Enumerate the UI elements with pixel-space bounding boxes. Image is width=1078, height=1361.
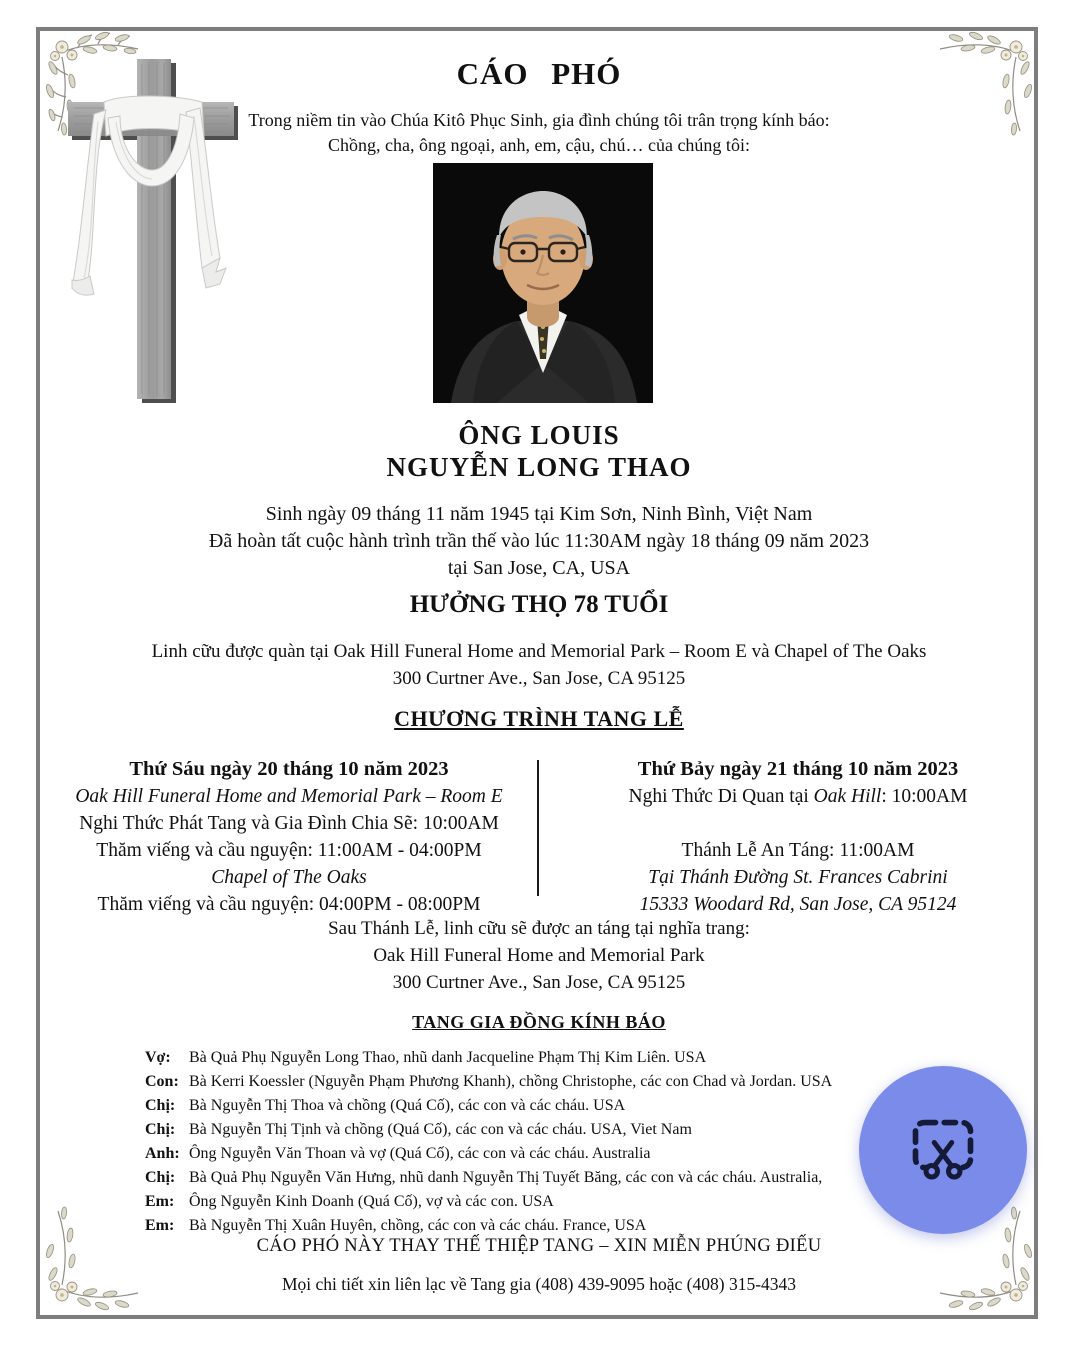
relation-label: Anh: bbox=[145, 1145, 180, 1162]
snip-button[interactable] bbox=[859, 1066, 1027, 1234]
member-text: Bà Quả Phụ Nguyễn Long Thao, nhũ danh Jacqueline Phạm Thị Kim Liên. USA bbox=[189, 1049, 707, 1066]
schedule-saturday-line1: Nghi Thức Di Quan tại Oak Hill: 10:00AM bbox=[628, 786, 968, 807]
burial-line-1: Sau Thánh Lễ, linh cữu sẽ được an táng tại nghĩa trang: bbox=[328, 918, 750, 939]
schedule-saturday-date: Thứ Bảy ngày 21 tháng 10 năm 2023 bbox=[637, 758, 959, 780]
repose-line-1: Linh cữu được quàn tại Oak Hill Funeral Home and Memorial Park – Room E và Chapel of The Oaks bbox=[151, 641, 927, 662]
schedule-friday-line3: Thăm viếng và cầu nguyện: 04:00PM - 08:00PM bbox=[97, 894, 481, 915]
snip-scissors-icon bbox=[903, 1110, 983, 1190]
family-member-row bbox=[145, 1046, 1005, 1070]
relation-label: Em: bbox=[145, 1217, 175, 1234]
burial-line-2: Oak Hill Funeral Home and Memorial Park bbox=[373, 945, 705, 966]
schedule-saturday-line2: Thánh Lễ An Táng: 11:00AM bbox=[681, 840, 915, 861]
schedule-saturday-column bbox=[572, 756, 1024, 918]
burial-line-3: 300 Curtner Ave., San Jose, CA 95125 bbox=[392, 972, 686, 993]
schedule-friday-column bbox=[58, 756, 520, 918]
doc-title: CÁO PHÓ bbox=[456, 56, 622, 91]
death-line: Đã hoàn tất cuộc hành trình trần thế vào lúc 11:30AM ngày 18 tháng 09 năm 2023 bbox=[208, 530, 870, 552]
family-heading: TANG GIA ĐỒNG KÍNH BÁO bbox=[412, 1012, 666, 1032]
member-text: Bà Kerri Koessler (Nguyễn Phạm Phương Khanh), chồng Christophe, các con Chad và Jordan. USA bbox=[189, 1073, 833, 1090]
schedule-friday-date: Thứ Sáu ngày 20 tháng 10 năm 2023 bbox=[129, 758, 449, 780]
schedule-saturday-line4: 15333 Woodard Rd, San Jose, CA 95124 bbox=[639, 894, 957, 915]
schedule-friday-venue2: Chapel of The Oaks bbox=[211, 867, 367, 888]
schedule-friday-line1: Nghi Thức Phát Tang và Gia Đình Chia Sẽ: 10:00AM bbox=[79, 813, 499, 834]
birth-line: Sinh ngày 09 tháng 11 năm 1945 tại Kim Sơn, Ninh Bình, Việt Nam bbox=[265, 503, 813, 525]
family-member-row bbox=[145, 1214, 1005, 1238]
member-text: Bà Quả Phụ Nguyễn Văn Hưng, nhũ danh Nguyễn Thị Tuyết Băng, các con và các cháu. Australia, bbox=[189, 1169, 823, 1186]
member-text: Ông Nguyễn Kinh Doanh (Quá Cố), vợ và các con. USA bbox=[189, 1193, 554, 1210]
relation-label: Con: bbox=[145, 1073, 179, 1090]
relation-label: Chị: bbox=[145, 1169, 176, 1186]
member-text: Ông Nguyễn Văn Thoan và vợ (Quá Cố), các con và các cháu. Australia bbox=[189, 1145, 651, 1162]
floral-corner-icon bbox=[38, 1199, 158, 1319]
schedule-saturday-line3: Tại Thánh Đường St. Frances Cabrini bbox=[648, 867, 948, 888]
intro-line-2: Chồng, cha, ông ngoại, anh, em, cậu, chú… của chúng tôi: bbox=[328, 135, 750, 155]
spacer bbox=[572, 810, 1024, 837]
schedule-column-divider bbox=[537, 760, 539, 896]
relation-label: Chị: bbox=[145, 1097, 176, 1114]
family-member-row bbox=[145, 1070, 1005, 1094]
program-heading: CHƯƠNG TRÌNH TANG LỄ bbox=[394, 706, 684, 731]
portrait-photo bbox=[433, 163, 653, 403]
death-place-line: tại San Jose, CA, USA bbox=[447, 557, 631, 579]
deceased-name-line1: ÔNG LOUIS bbox=[458, 420, 620, 450]
burial-section bbox=[0, 915, 1078, 996]
footer-notice: CÁO PHÓ NÀY THAY THẾ THIỆP TANG – XIN MIỄN PHÚNG ĐIẾU bbox=[256, 1236, 822, 1256]
member-text: Bà Nguyễn Thị Tịnh và chồng (Quá Cố), các con và các cháu. USA, Viet Nam bbox=[189, 1121, 692, 1138]
relation-label: Em: bbox=[145, 1193, 175, 1210]
schedule-friday-venue1: Oak Hill Funeral Home and Memorial Park – Room E bbox=[75, 786, 503, 807]
member-text: Bà Nguyễn Thị Thoa và chồng (Quá Cố), các con và các cháu. USA bbox=[189, 1097, 626, 1114]
repose-line-2: 300 Curtner Ave., San Jose, CA 95125 bbox=[392, 668, 686, 689]
deceased-name-line2: NGUYỄN LONG THAO bbox=[386, 452, 692, 482]
relation-label: Vợ: bbox=[145, 1049, 171, 1066]
age-line: HƯỞNG THỌ 78 TUỔI bbox=[409, 591, 669, 618]
memorial-cross-image bbox=[52, 52, 247, 414]
footer-contact: Mọi chi tiết xin liên lạc về Tang gia (408) 439-9095 hoặc (408) 315-4343 bbox=[281, 1274, 797, 1294]
schedule-friday-line2: Thăm viếng và cầu nguyện: 11:00AM - 04:00PM bbox=[96, 840, 482, 861]
member-text: Bà Nguyễn Thị Xuân Huyên, chồng, các con và các cháu. France, USA bbox=[189, 1217, 647, 1234]
intro-line-1: Trong niềm tin vào Chúa Kitô Phục Sinh, gia đình chúng tôi trân trọng kính báo: bbox=[248, 110, 830, 130]
relation-label: Chị: bbox=[145, 1121, 176, 1138]
